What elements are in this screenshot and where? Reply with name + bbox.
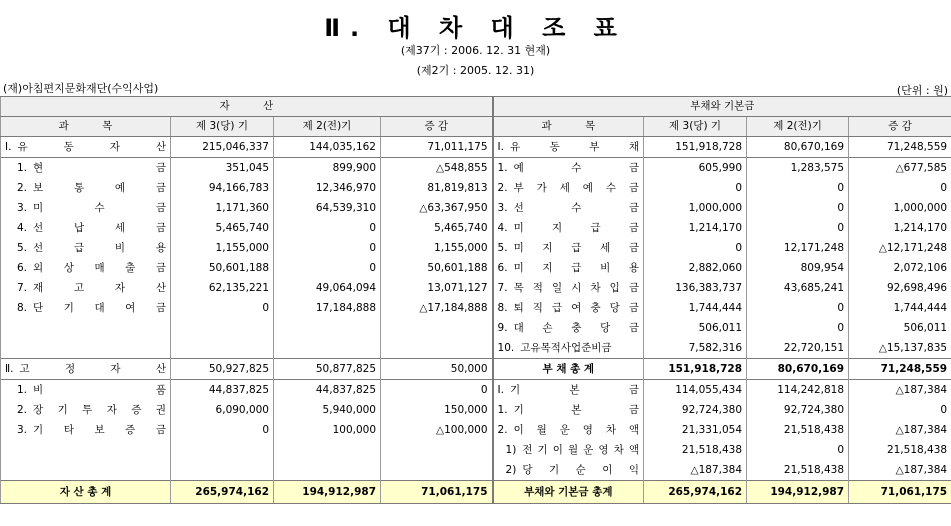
item-number: 8.	[497, 302, 508, 314]
liability-change: 92,698,496	[849, 278, 951, 298]
asset-current	[171, 440, 274, 460]
table-row	[1, 420, 951, 440]
item-number: 1.	[497, 162, 508, 174]
liability-total-prior: 194,912,987	[747, 481, 849, 504]
asset-change	[381, 338, 493, 359]
section-header-row	[1, 97, 951, 117]
asset-prior: 64,539,310	[274, 198, 381, 218]
asset-prior: 144,035,162	[274, 137, 381, 158]
liability-current: 114,055,434	[644, 380, 747, 401]
asset-change	[381, 318, 493, 338]
liability-subject	[493, 198, 644, 218]
liability-change: 1,744,444	[849, 298, 951, 318]
asset-subject	[1, 440, 171, 460]
asset-current	[171, 460, 274, 481]
table-row	[1, 318, 951, 338]
item-label: 미 수 금	[33, 202, 166, 214]
liability-prior: 114,242,818	[747, 380, 849, 401]
liability-subject	[493, 298, 644, 318]
asset-subject	[1, 198, 171, 218]
item-label: 목 적 일 시 차 입 금	[513, 282, 640, 294]
item-number: 5.	[17, 242, 28, 254]
table-row	[1, 380, 951, 401]
liability-current: 506,011	[644, 318, 747, 338]
liability-prior: 21,518,438	[747, 420, 849, 440]
subject-header: 과 목	[1, 117, 171, 137]
prior-header: 제 2(전)기	[747, 117, 849, 137]
asset-total-change: 71,061,175	[381, 481, 493, 504]
asset-current: 44,837,825	[171, 380, 274, 401]
item-label: 예 수 금	[513, 162, 640, 174]
item-number: 6.	[497, 262, 508, 274]
liability-change: 1,000,000	[849, 198, 951, 218]
liability-current: 21,331,054	[644, 420, 747, 440]
asset-current: 1,155,000	[171, 238, 274, 258]
liability-prior: 1,283,575	[747, 158, 849, 179]
liability-prior: 0	[747, 440, 849, 460]
liability-subject	[493, 137, 644, 158]
asset-subject	[1, 420, 171, 440]
item-number: 2.	[497, 424, 508, 436]
liability-subject	[493, 400, 644, 420]
item-number: 4.	[17, 222, 28, 234]
liability-prior: 22,720,151	[747, 338, 849, 359]
item-label: 이 월 운 영 차 액	[513, 424, 640, 436]
liability-current: 7,582,316	[644, 338, 747, 359]
asset-change: △548,855	[381, 158, 493, 179]
liability-change: △187,384	[849, 460, 951, 481]
totals-row	[1, 481, 951, 504]
asset-total-current: 265,974,162	[171, 481, 274, 504]
item-label: 선 급 비 용	[33, 242, 166, 254]
prior-header: 제 2(전)기	[274, 117, 381, 137]
liability-prior: 0	[747, 298, 849, 318]
liability-change: △677,585	[849, 158, 951, 179]
asset-change: △17,184,888	[381, 298, 493, 318]
liability-change: 21,518,438	[849, 440, 951, 460]
item-number: 1.	[17, 162, 28, 174]
asset-change: 1,155,000	[381, 238, 493, 258]
item-number: 4.	[497, 222, 508, 234]
table-row	[1, 158, 951, 179]
liability-current: 1,744,444	[644, 298, 747, 318]
item-label: 퇴 직 급 여 충 당 금	[513, 302, 640, 314]
subject-header: 과 목	[493, 117, 644, 137]
item-label: 미 지 급 세 금	[513, 242, 640, 254]
item-number: 2.	[17, 404, 28, 416]
liability-total-label: 부채와 기본금 총계	[493, 481, 644, 504]
item-number: 10.	[497, 342, 515, 354]
item-label: 장 기 투 자 증 권	[33, 404, 166, 416]
liability-subject	[493, 238, 644, 258]
asset-change: 5,465,740	[381, 218, 493, 238]
liability-prior: 80,670,169	[747, 137, 849, 158]
liability-current: △187,384	[644, 460, 747, 481]
table-row	[1, 218, 951, 238]
liability-current: 1,000,000	[644, 198, 747, 218]
asset-current: 0	[171, 420, 274, 440]
liability-change: △15,137,835	[849, 338, 951, 359]
asset-current: 50,927,825	[171, 359, 274, 380]
liability-subject	[493, 258, 644, 278]
asset-change: 50,601,188	[381, 258, 493, 278]
asset-change: △100,000	[381, 420, 493, 440]
item-label: 미 지 급 금	[513, 222, 640, 234]
liability-change: △12,171,248	[849, 238, 951, 258]
liability-current: 151,918,728	[644, 137, 747, 158]
asset-subject	[1, 258, 171, 278]
liability-subject	[493, 178, 644, 198]
asset-prior: 5,940,000	[274, 400, 381, 420]
asset-total-prior: 194,912,987	[274, 481, 381, 504]
liability-prior: 80,670,169	[747, 359, 849, 380]
liability-total-current: 265,974,162	[644, 481, 747, 504]
liabilities-header: 부채와 기본금	[493, 97, 951, 117]
liability-current: 151,918,728	[644, 359, 747, 380]
item-number: Ⅰ.	[497, 141, 504, 153]
asset-subject	[1, 338, 171, 359]
liability-change: 506,011	[849, 318, 951, 338]
item-label: 기 본 금	[509, 384, 640, 396]
asset-subject	[1, 238, 171, 258]
asset-prior: 49,064,094	[274, 278, 381, 298]
asset-change	[381, 460, 493, 481]
asset-prior	[274, 338, 381, 359]
asset-current: 6,090,000	[171, 400, 274, 420]
current-period: (제37기 : 2006. 12. 31 현재)	[400, 44, 551, 57]
item-label: 유 동 자 산	[17, 141, 166, 153]
asset-prior: 17,184,888	[274, 298, 381, 318]
asset-change: 150,000	[381, 400, 493, 420]
asset-prior: 899,900	[274, 158, 381, 179]
liability-current: 605,990	[644, 158, 747, 179]
table-row	[1, 278, 951, 298]
asset-current	[171, 338, 274, 359]
liability-subject	[493, 218, 644, 238]
asset-change: 50,000	[381, 359, 493, 380]
liability-total-change: 71,061,175	[849, 481, 951, 504]
liability-current: 21,518,438	[644, 440, 747, 460]
table-row	[1, 238, 951, 258]
item-label: 대 손 충 당 금	[513, 322, 640, 334]
liability-subject	[493, 380, 644, 401]
liability-change: 71,248,559	[849, 137, 951, 158]
asset-prior: 0	[274, 218, 381, 238]
item-number: Ⅰ.	[497, 384, 504, 396]
item-label: 부 가 세 예 수 금	[513, 182, 640, 194]
liability-prior: 809,954	[747, 258, 849, 278]
asset-current	[171, 318, 274, 338]
asset-subject	[1, 158, 171, 179]
asset-current: 62,135,221	[171, 278, 274, 298]
table-row	[1, 178, 951, 198]
item-number: 6.	[17, 262, 28, 274]
current-header: 제 3(당) 기	[644, 117, 747, 137]
asset-subject	[1, 137, 171, 158]
item-label: 보 통 예 금	[33, 182, 166, 194]
asset-change	[381, 440, 493, 460]
item-label: 미 지 급 비 용	[513, 262, 640, 274]
liability-subject	[493, 278, 644, 298]
asset-subject	[1, 380, 171, 401]
asset-current: 50,601,188	[171, 258, 274, 278]
liability-subject	[493, 440, 644, 460]
liability-change: 0	[849, 400, 951, 420]
asset-prior: 0	[274, 238, 381, 258]
liability-prior: 43,685,241	[747, 278, 849, 298]
asset-subject	[1, 460, 171, 481]
current-header: 제 3(당) 기	[171, 117, 274, 137]
liability-change: 1,214,170	[849, 218, 951, 238]
asset-subject	[1, 218, 171, 238]
item-label: 현 금	[33, 162, 166, 174]
item-number: 7.	[17, 282, 28, 294]
item-label: 단 기 대 여 금	[33, 302, 166, 314]
liability-current: 136,383,737	[644, 278, 747, 298]
unit-label: (단위 : 원)	[896, 84, 948, 97]
item-number: 5.	[497, 242, 508, 254]
item-number: Ⅱ.	[5, 363, 14, 375]
liability-subject	[493, 338, 644, 359]
balance-sheet-table	[0, 96, 951, 504]
table-row	[1, 359, 951, 380]
asset-prior	[274, 318, 381, 338]
item-number: 2.	[497, 182, 508, 194]
item-label: 비 품	[33, 384, 166, 396]
table-row	[1, 137, 951, 158]
asset-prior: 44,837,825	[274, 380, 381, 401]
prior-period: (제2기 : 2005. 12. 31)	[416, 64, 535, 77]
liability-current: 2,882,060	[644, 258, 747, 278]
liability-prior: 0	[747, 178, 849, 198]
asset-prior: 12,346,970	[274, 178, 381, 198]
liability-current: 1,214,170	[644, 218, 747, 238]
item-label: 고유목적사업준비금	[520, 342, 612, 354]
asset-change: 0	[381, 380, 493, 401]
asset-change: 71,011,175	[381, 137, 493, 158]
asset-current: 351,045	[171, 158, 274, 179]
change-header: 증 감	[381, 117, 493, 137]
item-label: 유 동 부 채	[509, 141, 640, 153]
liability-subject	[493, 318, 644, 338]
liability-prior: 92,724,380	[747, 400, 849, 420]
asset-current: 94,166,783	[171, 178, 274, 198]
table-row	[1, 338, 951, 359]
item-label: 전 기 이 월 운 영 차 액	[522, 444, 640, 456]
assets-header: 자 산	[1, 97, 493, 117]
item-number: 8.	[17, 302, 28, 314]
table-row	[1, 460, 951, 481]
liability-change: 2,072,106	[849, 258, 951, 278]
item-number: 1.	[497, 404, 508, 416]
asset-subject	[1, 278, 171, 298]
change-header: 증 감	[849, 117, 951, 137]
liability-subject	[493, 460, 644, 481]
asset-change: 81,819,813	[381, 178, 493, 198]
item-label: 기 본 금	[513, 404, 640, 416]
liability-total-label: 부 채 총 계	[493, 359, 644, 380]
asset-subject	[1, 178, 171, 198]
asset-prior: 0	[274, 258, 381, 278]
asset-subject	[1, 359, 171, 380]
table-row	[1, 258, 951, 278]
table-row	[1, 400, 951, 420]
liability-current: 0	[644, 178, 747, 198]
asset-subject	[1, 318, 171, 338]
asset-total-label: 자 산 총 계	[1, 481, 171, 504]
liability-change: 0	[849, 178, 951, 198]
liability-change: 71,248,559	[849, 359, 951, 380]
liability-prior: 0	[747, 218, 849, 238]
liability-subject	[493, 420, 644, 440]
item-number: 2)	[505, 464, 517, 476]
item-number: 1)	[505, 444, 517, 456]
item-number: 3.	[17, 424, 28, 436]
item-number: 9.	[497, 322, 508, 334]
asset-prior: 50,877,825	[274, 359, 381, 380]
item-label: 당 기 순 이 익	[522, 464, 640, 476]
liability-current: 0	[644, 238, 747, 258]
item-number: Ⅰ.	[5, 141, 12, 153]
asset-current: 0	[171, 298, 274, 318]
liability-prior: 12,171,248	[747, 238, 849, 258]
asset-change: 13,071,127	[381, 278, 493, 298]
page-title: Ⅱ. 대 차 대 조 표	[324, 14, 627, 42]
asset-prior	[274, 440, 381, 460]
item-label: 외 상 매 출 금	[33, 262, 166, 274]
liability-prior: 0	[747, 318, 849, 338]
asset-subject	[1, 298, 171, 318]
asset-prior: 100,000	[274, 420, 381, 440]
asset-current: 5,465,740	[171, 218, 274, 238]
asset-subject	[1, 400, 171, 420]
liability-current: 92,724,380	[644, 400, 747, 420]
item-label: 선 수 금	[513, 202, 640, 214]
asset-prior	[274, 460, 381, 481]
liability-prior: 21,518,438	[747, 460, 849, 481]
asset-current: 215,046,337	[171, 137, 274, 158]
item-number: 3.	[497, 202, 508, 214]
item-label: 선 납 세 금	[33, 222, 166, 234]
item-label: 재 고 자 산	[33, 282, 166, 294]
table-row	[1, 198, 951, 218]
asset-change: △63,367,950	[381, 198, 493, 218]
asset-current: 1,171,360	[171, 198, 274, 218]
item-number: 2.	[17, 182, 28, 194]
item-number: 1.	[17, 384, 28, 396]
column-header-row	[1, 117, 951, 137]
liability-prior: 0	[747, 198, 849, 218]
liability-change: △187,384	[849, 380, 951, 401]
item-label: 기 타 보 증 금	[33, 424, 166, 436]
table-row	[1, 298, 951, 318]
table-row	[1, 440, 951, 460]
item-label: 고 정 자 산	[19, 363, 166, 375]
item-number: 7.	[497, 282, 508, 294]
liability-change: △187,384	[849, 420, 951, 440]
organization-name: (재)아침편지문화재단(수익사업)	[3, 82, 159, 95]
liability-subject	[493, 158, 644, 179]
item-number: 3.	[17, 202, 28, 214]
